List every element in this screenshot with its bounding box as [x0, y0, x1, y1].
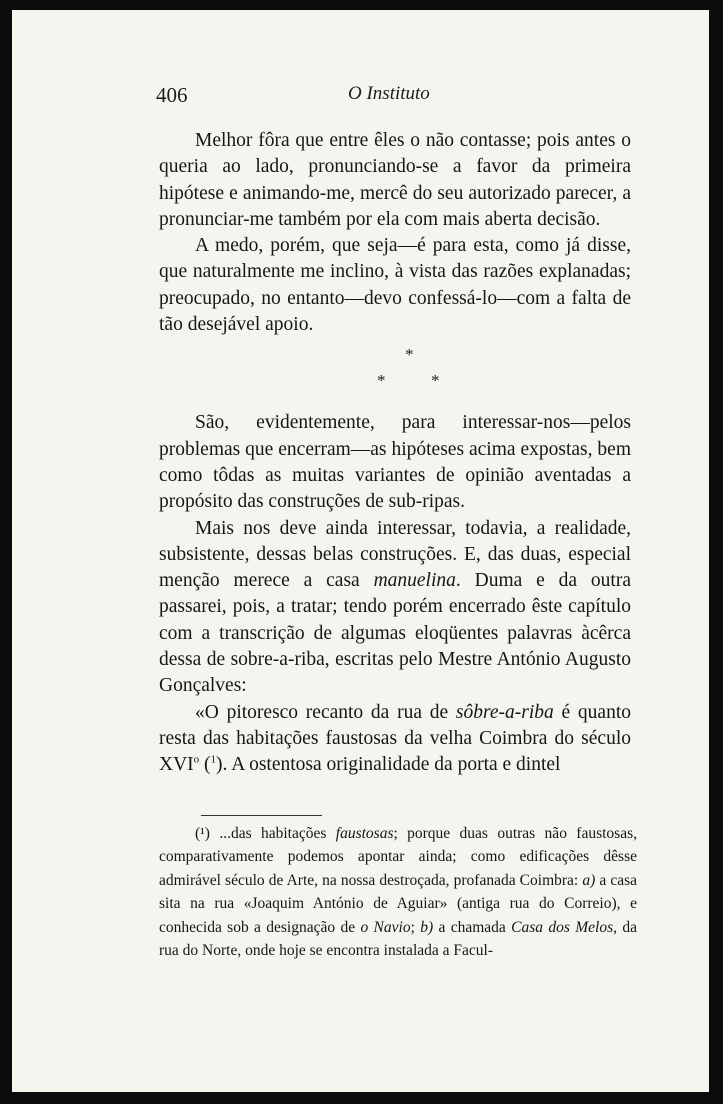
footnote-text: a chamada: [433, 918, 512, 936]
page-number: 406: [156, 83, 188, 107]
footnote-reference: 1: [210, 753, 217, 766]
paragraph-5-quote: [159, 700, 631, 779]
paragraph-5-text: ). A ostentosa originalidade da porta e dintel: [216, 754, 561, 776]
footnote-text: ...das habitações: [209, 825, 336, 842]
asterism-star: *: [431, 371, 440, 391]
footnote-text: a casa sita na rua «Joaquim António de Aguiar» (antiga rua do Correio), e conhecida sob a designação de: [159, 871, 637, 936]
paragraph-5-text: «O pitoresco recanto da rua de: [195, 701, 456, 723]
asterism-star: *: [405, 345, 414, 365]
footnote-text: ;: [410, 918, 421, 936]
page-header: [156, 83, 572, 111]
running-title: O Instituto: [348, 83, 430, 104]
footnote-italic: a): [582, 871, 596, 889]
footnote-text: , da rua do Norte, onde hoje se encontra instalada a Facul-: [159, 918, 637, 960]
footnote-italic: faustosas: [335, 825, 394, 842]
paragraph-2: A medo, porém, que seja—é para esta, como já disse, que naturalmente me inclino, à vista das razões explanadas; preocupado, no entanto—devo confessá-lo—com a falta de tão desejável apoio.: [159, 235, 631, 336]
footnote-italic: o Navio: [360, 918, 411, 936]
paragraph-1: Melhor fôra que entre êles o não contasse; pois antes o queria ao lado, pronunciando-se a favor da primeira hipótese e animando-me, mercê do seu autorizado parecer, a pronunciar-me também por ela com mais aberta decisão.: [159, 130, 631, 230]
paragraph-5-text: (: [199, 754, 211, 776]
asterism-star: *: [377, 371, 386, 391]
paragraph-4: [159, 516, 631, 700]
paragraph-5-italic: sôbre-a-riba: [455, 701, 554, 723]
book-page: [12, 10, 709, 1092]
paragraph-4-text: . Duma e da outra passarei, pois, a tratar; tendo porém encerrado êste capítulo com a transcrição de algumas eloqüentes palavras àcêrca dessa de sobre-a-riba, escritas pelo Mestre António Augusto Gonçalves:: [159, 570, 631, 697]
footnote-italic: Casa dos Melos: [511, 918, 614, 936]
paragraph-4-text: Mais nos deve ainda interessar, todavia, a realidade, subsistente, dessas belas construções. E, das duas, especial menção merece a casa: [159, 517, 631, 592]
ordinal-suffix: o: [193, 753, 200, 766]
body-text: [159, 128, 631, 779]
footnote-text: ; porque duas outras não faustosas, comparativamente podemos apontar ainda; como edificações dêsse admirável século de Arte, na nossa destroçada, profanada Coimbra:: [159, 825, 637, 889]
paragraph-5-text: é quanto resta das habitações faustosas da velha Coimbra do século XVI: [159, 701, 631, 776]
footnote-divider: [201, 815, 322, 816]
footnote: [159, 822, 637, 962]
paragraph-4-italic: manuelina: [373, 570, 456, 592]
paragraph-3: São, evidentemente, para interessar-nos—pelos problemas que encerram—as hipóteses acima expostas, bem como tôdas as muitas variantes de opinião aventadas a propósito das construções de sub-ripas.: [159, 412, 631, 513]
footnote-paragraph: [159, 822, 637, 962]
footnote-italic: b): [420, 918, 434, 936]
section-asterism: [159, 342, 631, 400]
footnote-marker: (¹): [195, 825, 210, 842]
